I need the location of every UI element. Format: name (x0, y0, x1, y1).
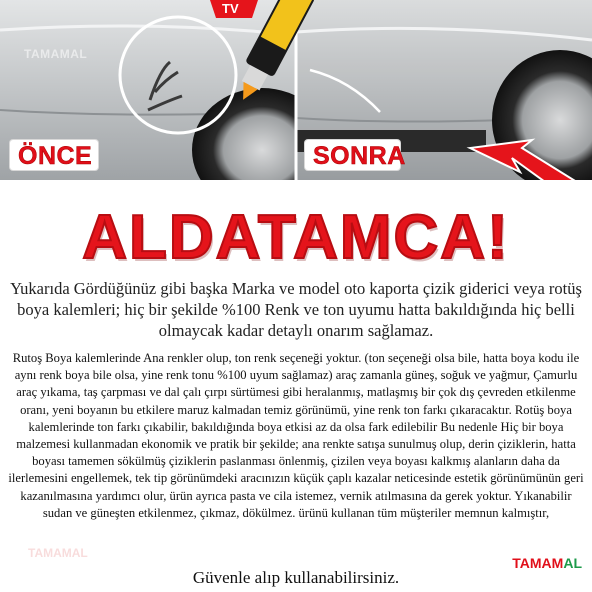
before-label: ÖNCE (18, 142, 93, 170)
headline: ALDATAMCA! (82, 203, 510, 272)
closing-line: Güvenle alıp kullanabilirsiniz. (192, 568, 400, 587)
lead-paragraph: Yukarıda Gördüğünüz gibi başka Marka ve model oto kaporta çizik giderici veya rotüş boya kalemleri; hiç bir şekilde %100 Renk ve ton uyumu hatta bakıldığında hiç belli olmaycak kadar detaylı onarım sağlamaz. (10, 279, 582, 340)
after-label-box (305, 140, 406, 170)
brand-main: TAMAM (512, 555, 564, 571)
watermark: TAMAMAL (24, 47, 88, 61)
brand-suffix: AL (563, 555, 582, 571)
after-label: SONRA (313, 142, 406, 170)
tv-badge: TV (222, 1, 239, 16)
faint-watermark: TAMAMAL (28, 546, 88, 560)
body-paragraph: Rutoş Boya kalemlerinde Ana renkler olup, ton renk seçeneği yoktur. (ton seçeneği olsa bile, hatta boya kodu ile aynı renk boya bile olsa, yine renk tonu %100 uyum sağlamaz) araç zamanla güneş, soğuk ve yağmur, Çamurlu araç yıkama, taş çarpması ve dal çalı çırpı sürtümesi gibi heralanmış, matlaşmış bir çok dış çevreden etkilenme oranı, yeni boyanın bu etkilere maruz kalmadan temiz görünümü, yine renk ton farkı çıkaracaktır. Rotüş boya kalemlerinde ton farkı çıkabilir, bakıldığında boya etkisi az da olsa fark edilebilir Bu nedenle Hiç bir boya malzemesi kullanmadan ekonomik ve pratik bir şekilde; ana renkte satışa sunulmuş olup, derin çiziklerin, hatta boyası tamemen sökülmüş çiziklerin paslanması önlenmiş, çizilen veya boyası kalkmış alanların daha da ilerlemesini engellemek, tek tip görünümdeki aracınızın küçük çaplı kazalar neticesinde estetik görünümünün geri kazanılmasına yardımcı olur, ürün ayrıca pasta ve cila istemez, vernik atılmasına da gerek yoktur. Yıkanabilir sudan ve güneşten etkilenmez, çıkmaz, dökülmez. ürünü kullanan tüm müşteriler memnun kalmıştır, (8, 351, 584, 520)
before-label-box (10, 140, 98, 170)
before-after-photo (0, 0, 592, 180)
